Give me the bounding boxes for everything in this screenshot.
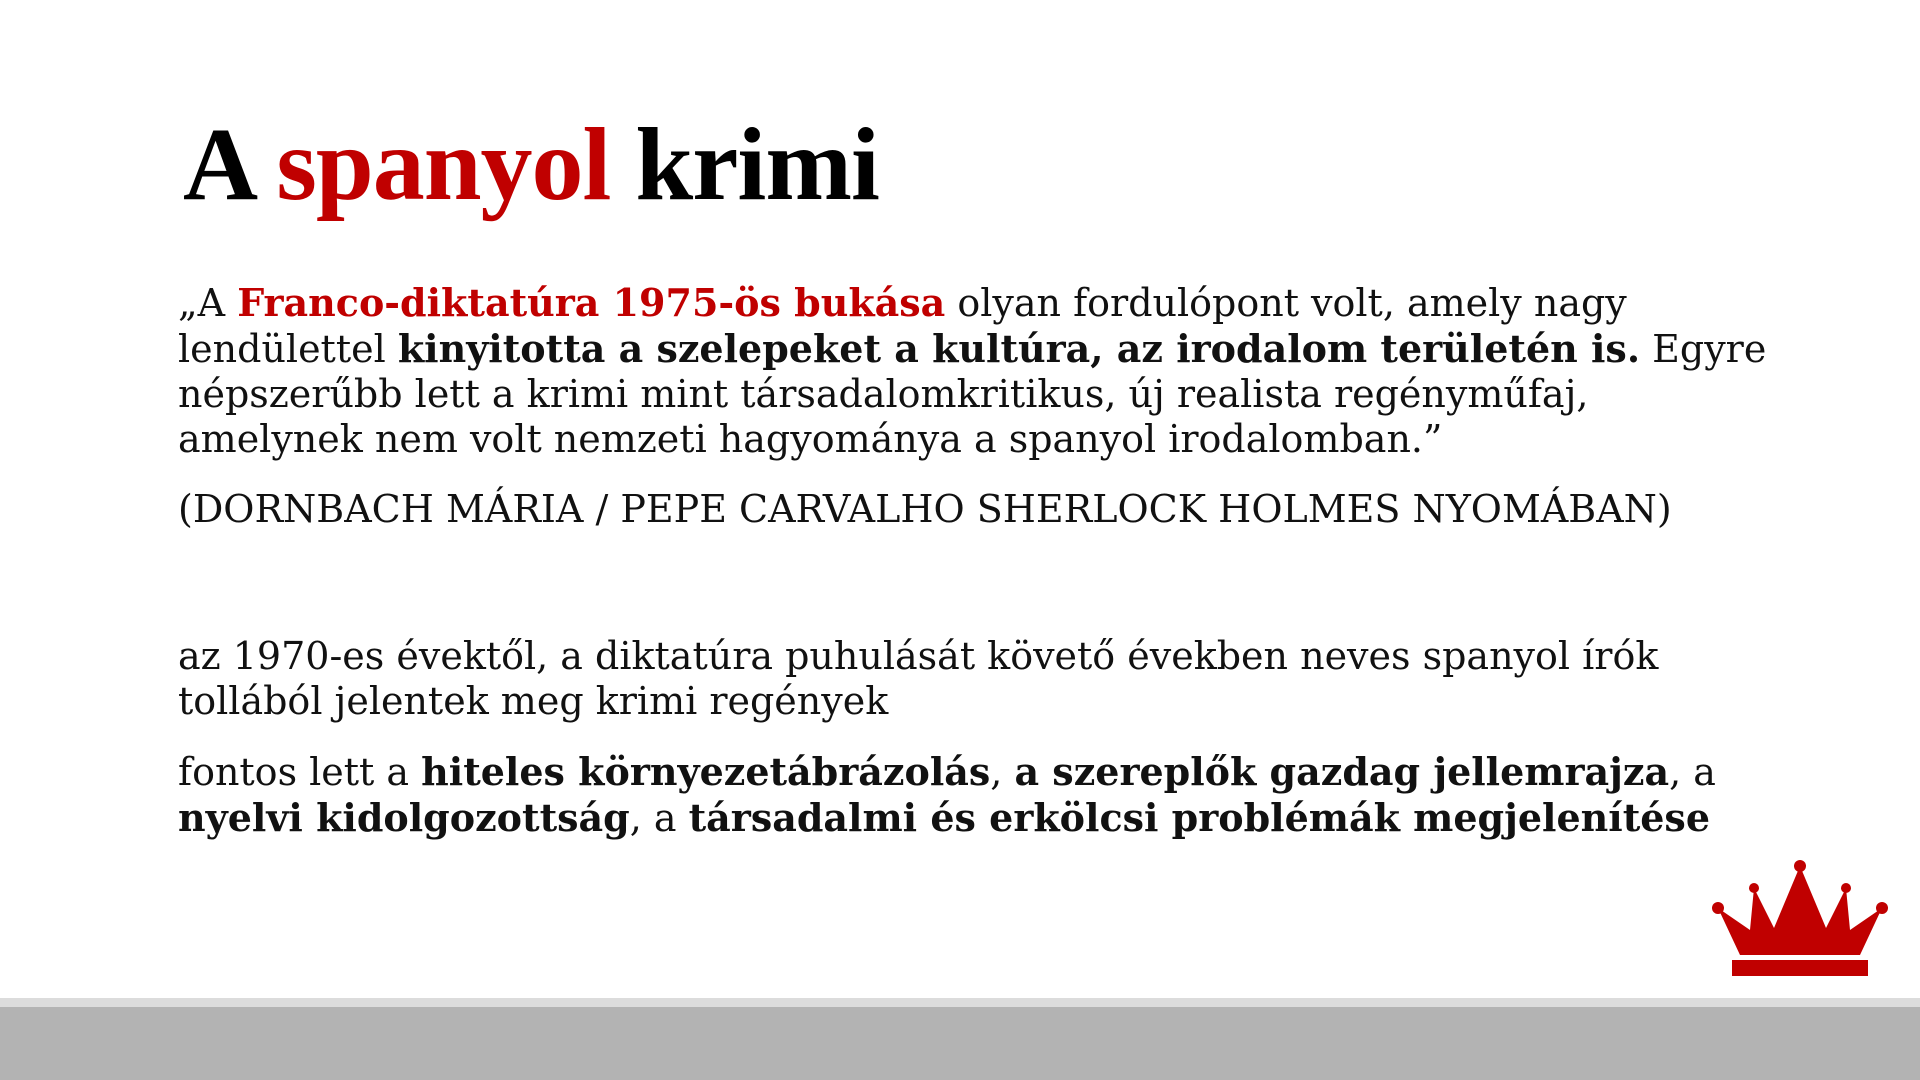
features-text-1: fontos lett a [178, 750, 422, 794]
quote-paragraph [178, 280, 1778, 462]
features-text-3: , a [1669, 750, 1716, 794]
spacer [178, 532, 1778, 634]
paragraph-features [178, 749, 1778, 841]
quote-source: (DORNBACH MÁRIA / PEPE CARVALHO SHERLOCK HOLMES NYOMÁBAN) [178, 487, 1672, 531]
features-bold-3: nyelvi kidolgozottság [178, 795, 630, 840]
features-bold-1: hiteles környezetábrázolás [421, 749, 991, 794]
quote-text-2: Egyre népszerűbb lett a krimi mint társadalomkritikus, új realista regényműfaj, amelynek nem volt nemzeti hagyománya a spanyol irodalomban.” [178, 327, 1767, 461]
slide-body [178, 280, 1778, 841]
quote-highlight: Franco-diktatúra 1975-ös bukása [237, 280, 946, 325]
features-bold-2: a szereplők gazdag jellemrajza [1014, 749, 1670, 794]
quote-open: „A [178, 281, 238, 325]
slide-title [183, 108, 879, 222]
paragraph-1970s: az 1970-es évektől, a diktatúra puhulását követő években neves spanyol írók tollából jelentek meg krimi regények [178, 634, 1659, 723]
features-text-2: , [990, 750, 1015, 794]
title-part-1: A [183, 107, 277, 222]
footer-bar [0, 1007, 1920, 1080]
title-part-2: krimi [610, 107, 879, 222]
quote-bold-1: kinyitotta a szelepeket a kultúra, az irodalom területén is. [397, 326, 1641, 371]
title-accent: spanyol [276, 107, 611, 222]
footer-divider [0, 998, 1920, 1007]
features-bold-4: társadalmi és erkölcsi problémák megjelenítése [688, 795, 1711, 840]
features-text-4: , a [629, 796, 689, 840]
quote-text-1: olyan fordulópont volt, amely nagy lendülettel [178, 281, 1627, 371]
crown-icon [1710, 858, 1890, 978]
